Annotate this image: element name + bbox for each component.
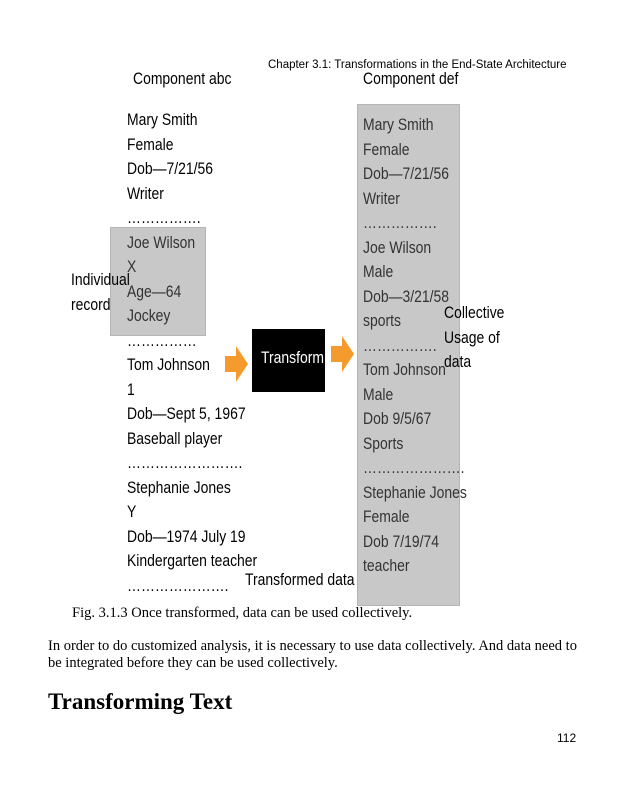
left-record-line: Age—64	[127, 281, 182, 301]
right-record-line: Stephanie Jones	[363, 482, 467, 502]
individual-record-label	[71, 268, 131, 317]
right-record-line: Dob 7/19/74	[363, 531, 439, 551]
left-record-line: Writer	[127, 183, 164, 203]
collective-usage-label-line: Collective	[444, 303, 505, 322]
right-record-line: teacher	[363, 556, 410, 575]
right-record-line: Joe Wilson	[363, 237, 432, 257]
individual-record-label-line: Individual	[71, 270, 130, 289]
left-record-line: Mary Smith	[127, 110, 198, 129]
left-record-line: Dob—1974 July 19	[127, 526, 246, 546]
transform-label: Transform	[261, 348, 324, 367]
left-record-line: Tom Johnson	[127, 355, 210, 374]
left-record-line: Baseball player	[127, 428, 223, 448]
left-record-line: Joe Wilson	[127, 232, 196, 252]
right-record-line: Male	[363, 384, 394, 404]
right-record-line: sports	[363, 311, 401, 330]
left-record-line: Jockey	[127, 306, 171, 325]
left-record-line: Dob—Sept 5, 1967	[127, 404, 246, 423]
left-record-line: ………………….	[127, 575, 229, 595]
left-record-line: …………………….	[127, 453, 243, 472]
right-record-line: Tom Johnson	[363, 360, 446, 379]
chapter-header: Chapter 3.1: Transformations in the End-State Architecture	[268, 59, 567, 71]
right-record-line: Writer	[363, 188, 400, 208]
collective-usage-label-line: data	[444, 352, 472, 371]
left-record-line: Dob—7/21/56	[127, 159, 214, 178]
figure-caption: Fig. 3.1.3 Once transformed, data can be used collectively.	[72, 605, 413, 621]
collective-usage-label	[444, 301, 524, 375]
component-def-title: Component def	[363, 69, 459, 88]
right-record-line: Mary Smith	[363, 115, 434, 134]
right-record-line: Female	[363, 139, 410, 159]
page-number: 112	[557, 731, 577, 745]
component-abc-title: Component abc	[133, 69, 232, 88]
collective-usage-label-line: Usage of	[444, 327, 500, 347]
left-record-line: Female	[127, 134, 174, 154]
body-paragraph: In order to do customized analysis, it is necessary to use data collectively. And data need to be integrated before they can be used collectively.	[48, 638, 577, 671]
left-record-line: …………….	[127, 208, 201, 227]
left-record-line: Y	[127, 502, 137, 521]
right-record-line: Male	[363, 262, 394, 281]
right-record-line: Dob 9/5/67	[363, 409, 432, 428]
right-record-line: Female	[363, 507, 410, 526]
right-record-line: Dob—7/21/56	[363, 164, 450, 183]
left-record-line: Stephanie Jones	[127, 477, 231, 497]
transformed-data-label: Transformed data	[245, 570, 355, 589]
transform-box	[252, 329, 325, 392]
right-record-line: Dob—3/21/58	[363, 286, 450, 306]
left-record-line: Kindergarten teacher	[127, 551, 258, 570]
right-record-line: ………………….	[363, 458, 465, 477]
left-record-line: ……………	[127, 330, 197, 350]
right-record-line: …………….	[363, 213, 437, 232]
individual-record-label-line: record	[71, 294, 111, 314]
right-arrow-icon	[225, 346, 248, 382]
left-record-line: X	[127, 257, 137, 276]
section-heading: Transforming Text	[48, 689, 233, 714]
left-record-line: 1	[127, 379, 135, 399]
right-record-line: …………….	[363, 335, 437, 355]
right-record-line: Sports	[363, 433, 404, 453]
